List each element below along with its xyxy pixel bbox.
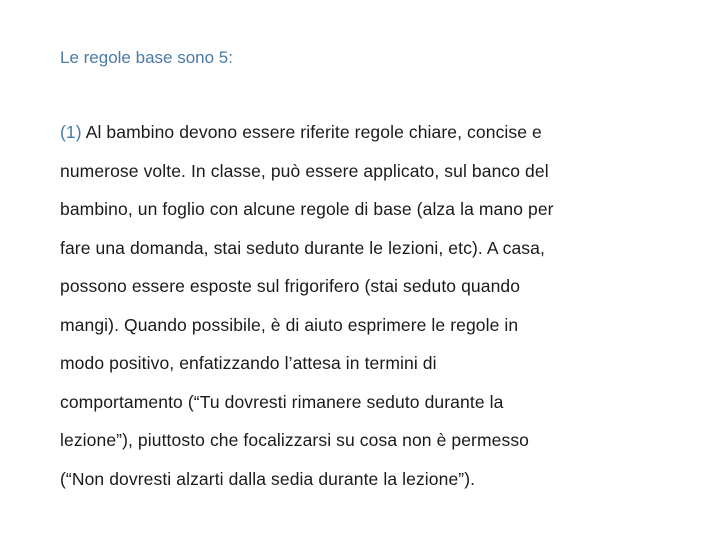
slide-heading: Le regole base sono 5: [60, 48, 233, 67]
rule-paragraph [60, 120, 670, 505]
paragraph-line-5: possono essere esposte sul frigorifero (stai seduto quando [60, 276, 521, 296]
paragraph-line-4: fare una domanda, stai seduto durante le lezioni, etc). A casa, [60, 237, 545, 258]
paragraph-line-8: comportamento (“Tu dovresti rimanere seduto durante la [60, 391, 504, 412]
paragraph-line-6: mangi). Quando possibile, è di aiuto esprimere le regole in [60, 314, 519, 335]
paragraph-line-3: bambino, un foglio con alcune regole di base (alza la mano per [60, 199, 554, 219]
paragraph-line-7: modo positivo, enfatizzando l’attesa in termini di [60, 353, 437, 373]
paragraph-line-10: (“Non dovresti alzarti dalla sedia durante la lezione”). [60, 468, 476, 489]
paragraph-line-1 [60, 120, 670, 159]
paragraph-line-9: lezione”), piuttosto che focalizzarsi su cosa non è permesso [60, 430, 530, 450]
paragraph-line-2: numerose volte. In classe, può essere applicato, sul banco del [60, 160, 549, 181]
rule-number: (1) [60, 122, 82, 142]
rule-first-line-text: Al bambino devono essere riferite regole chiare, concise e [81, 122, 542, 142]
